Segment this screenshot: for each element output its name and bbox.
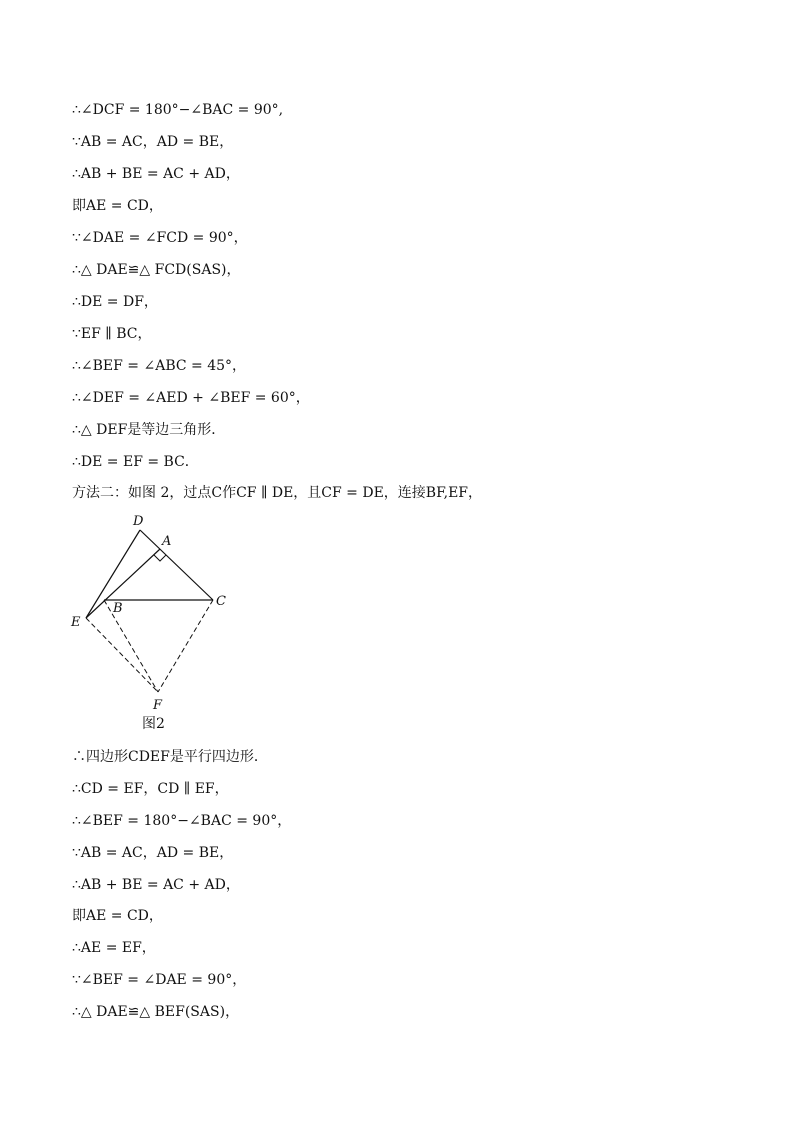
proof-line: ∵EF ∥ BC， <box>72 326 152 342</box>
proof-line: ∴∠DEF = ∠AED + ∠BEF = 60°， <box>72 390 310 406</box>
segment-DC <box>140 530 213 600</box>
proof-line: ∴△ DEF是等边三角形． <box>72 422 226 438</box>
proof-line: ∵∠BEF = ∠DAE = 90°， <box>72 972 247 988</box>
label-E: E <box>71 615 81 630</box>
proof-line: ∵AB = AC，AD = BE， <box>72 845 234 861</box>
proof-line: ∵∠DAE = ∠FCD = 90°， <box>72 230 248 246</box>
segment-CF <box>158 600 213 692</box>
proof-line: ∴AB + BE = AC + AD， <box>72 166 240 182</box>
right-angle-mark <box>154 555 166 561</box>
label-B: B <box>113 601 123 616</box>
proof-line: ∵AB = AC，AD = BE， <box>72 134 234 150</box>
proof-line: ∴CD = EF，CD ∥ EF， <box>72 781 229 797</box>
geometry-diagram <box>60 505 260 740</box>
proof-line: ∴∠BEF = ∠ABC = 45°， <box>72 358 247 374</box>
label-A: A <box>162 534 172 549</box>
proof-line: ∴∠BEF = 180°−∠BAC = 90°， <box>72 813 292 829</box>
proof-line: ∴∠DCF = 180°−∠BAC = 90°, <box>72 102 284 118</box>
geometry-figure <box>60 505 260 740</box>
method-two-line: 方法二：如图 2，过点C作CF ∥ DE，且CF = DE，连接BF,EF， <box>72 485 483 501</box>
proof-line: 即AE = CD， <box>72 198 163 214</box>
proof-line: ∴△ DAE≌△ BEF(SAS)， <box>72 1004 240 1020</box>
label-D: D <box>133 514 144 529</box>
figure-caption: 图2 <box>142 716 165 732</box>
proof-line: ∴DE = EF = BC． <box>72 454 199 470</box>
proof-line: 即AE = CD， <box>72 908 163 924</box>
label-C: C <box>216 594 226 609</box>
segment-AE <box>86 549 160 618</box>
proof-line: ∴AB + BE = AC + AD， <box>72 877 240 893</box>
proof-line: ∴DE = DF， <box>72 294 158 310</box>
proof-line: ∴△ DAE≌△ FCD(SAS)， <box>72 262 241 278</box>
segment-EF <box>86 618 158 692</box>
proof-line: ∴AE = EF， <box>72 940 156 956</box>
label-F: F <box>153 698 163 713</box>
proof-line: ∴四边形CDEF是平行四边形． <box>72 749 268 765</box>
